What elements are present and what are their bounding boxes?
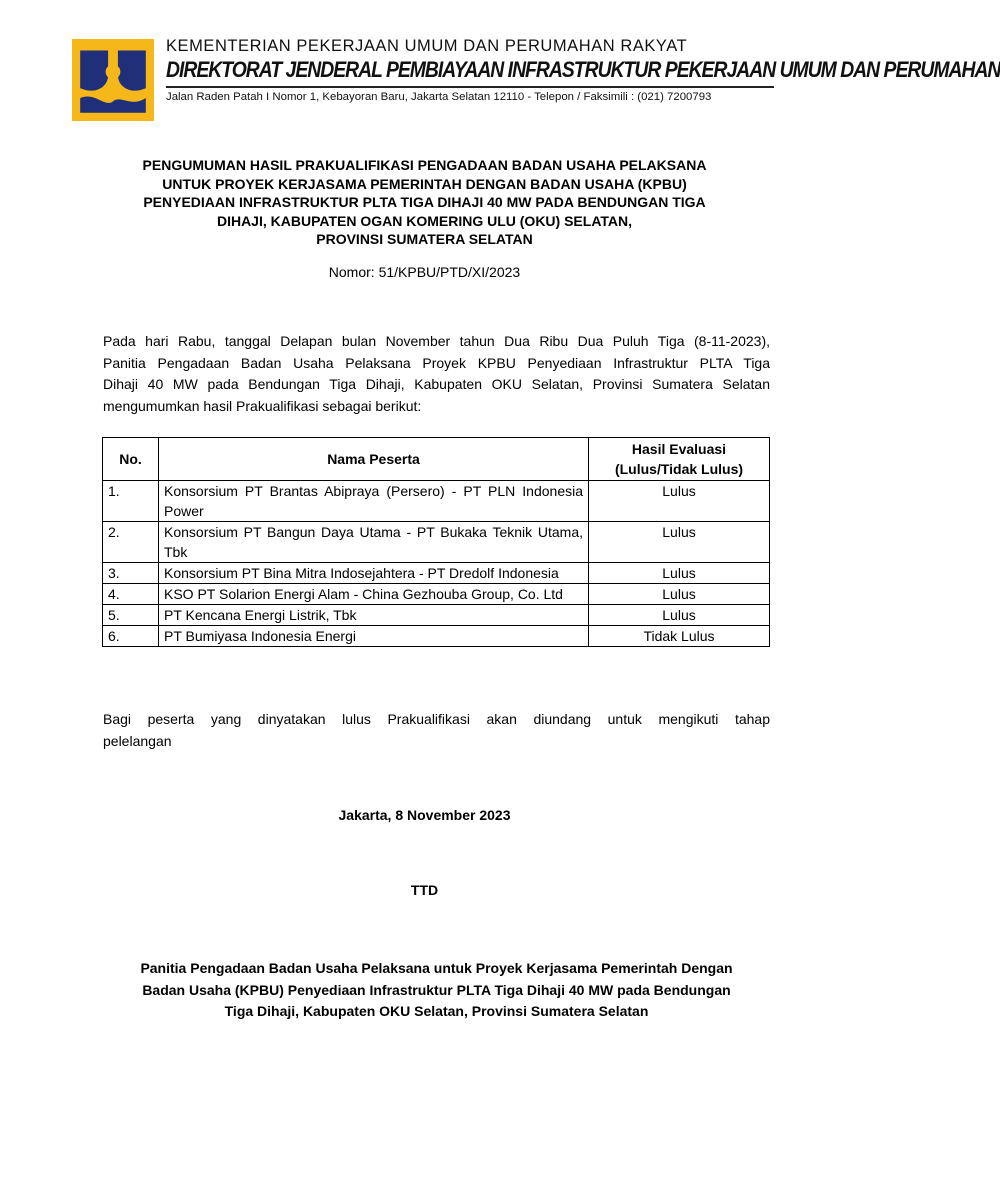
row-hasil: Lulus [589,584,770,605]
row-nama-peserta: PT Bumiyasa Indonesia Energi [159,626,589,647]
pupr-logo-icon [72,39,154,121]
table-header-row [103,438,770,481]
table-row [103,605,770,626]
table-row [103,584,770,605]
header-nama-peserta: Nama Peserta [159,438,589,481]
ministry-name: KEMENTERIAN PEKERJAAN UMUM DAN PERUMAHAN RAKYAT [166,37,688,55]
document-number: Nomor: 51/KPBU/PTD/XI/2023 [328,264,521,280]
table-row [103,481,770,522]
closing-paragraph [103,709,770,752]
intro-paragraph [103,331,770,417]
letterhead [72,36,1000,122]
table-row [103,626,770,647]
signatory-line: Panitia Pengadaan Badan Usaha Pelaksana untuk Proyek Kerjasama Pemerintah Dengan [140,960,733,976]
directorate-name: DIREKTORAT JENDERAL PEMBIAYAAN INFRASTRUKTUR PEKERJAAN UMUM DAN PERUMAHAN [166,57,1000,82]
ttd-mark: TTD [410,882,439,898]
logo-right-shape [118,50,146,90]
announcement-title [60,156,789,249]
results-table [102,437,770,647]
intro-line: Dihaji 40 MW pada Bendungan Tiga Dihaji, Kabupaten OKU Selatan, Provinsi Sumatera Selatan [103,376,770,392]
closing-line: pelelangan [103,732,172,749]
intro-line: Panitia Pengadaan Badan Usaha Pelaksana Proyek KPBU Penyediaan Infrastruktur PLTA Tiga [103,354,770,371]
row-nama-peserta: Konsorsium PT Bangun Daya Utama - PT Bukaka Teknik Utama, Tbk [159,522,589,563]
table-row [103,563,770,584]
signatory-block [103,958,770,1023]
row-hasil: Lulus [589,522,770,563]
row-no: 5. [103,605,159,626]
row-hasil: Lulus [589,563,770,584]
row-hasil: Tidak Lulus [589,626,770,647]
intro-line: mengumumkan hasil Prakualifikasi sebagai berikut: [103,397,422,414]
row-no: 1. [103,481,159,522]
row-nama-peserta: Konsorsium PT Brantas Abipraya (Persero) - PT PLN Indonesia Power [159,481,589,522]
row-hasil: Lulus [589,481,770,522]
title-line: UNTUK PROYEK KERJASAMA PEMERINTAH DENGAN BADAN USAHA (KPBU) [162,175,687,192]
title-line: PENGUMUMAN HASIL PRAKUALIFIKASI PENGADAAN BADAN USAHA PELAKSANA [142,157,707,173]
header-no: No. [103,438,159,481]
signatory-line: Badan Usaha (KPBU) Penyediaan Infrastruktur PLTA Tiga Dihaji 40 MW pada Bendungan [142,981,731,998]
title-line: PENYEDIAAN INFRASTRUKTUR PLTA TIGA DIHAJI 40 MW PADA BENDUNGAN TIGA [143,194,706,210]
title-line: DIHAJI, KABUPATEN OGAN KOMERING ULU (OKU) SELATAN, [216,212,633,229]
row-no: 4. [103,584,159,605]
row-nama-peserta: KSO PT Solarion Energi Alam - China Gezhouba Group, Co. Ltd [159,584,589,605]
signatory-line: Tiga Dihaji, Kabupaten OKU Selatan, Provinsi Sumatera Selatan [224,1003,649,1019]
title-line: PROVINSI SUMATERA SELATAN [316,231,533,247]
letterhead-address: Jalan Raden Patah I Nomor 1, Kebayoran Baru, Jakarta Selatan 12110 - Telepon / Faksimili : (021) 7200793 [166,91,712,103]
intro-line: Pada hari Rabu, tanggal Delapan bulan November tahun Dua Ribu Dua Puluh Tiga (8-11-2023), [103,333,770,349]
row-hasil: Lulus [589,605,770,626]
header-hasil-evaluasi [589,438,770,481]
row-no: 3. [103,563,159,584]
logo-left-shape [80,50,108,90]
place-date: Jakarta, 8 November 2023 [338,807,511,823]
letterhead-divider [166,86,774,88]
row-no: 2. [103,522,159,563]
logo-center-circle [106,64,121,79]
header-hasil-line2: (Lulus/Tidak Lulus) [614,461,744,477]
header-hasil-line1: Hasil Evaluasi [631,441,727,457]
row-no: 6. [103,626,159,647]
row-nama-peserta: PT Kencana Energi Listrik, Tbk [159,605,589,626]
row-nama-peserta: Konsorsium PT Bina Mitra Indosejahtera - PT Dredolf Indonesia [159,563,589,584]
table-row [103,522,770,563]
closing-line: Bagi peserta yang dinyatakan lulus Prakualifikasi akan diundang untuk mengikuti tahap [103,711,770,727]
